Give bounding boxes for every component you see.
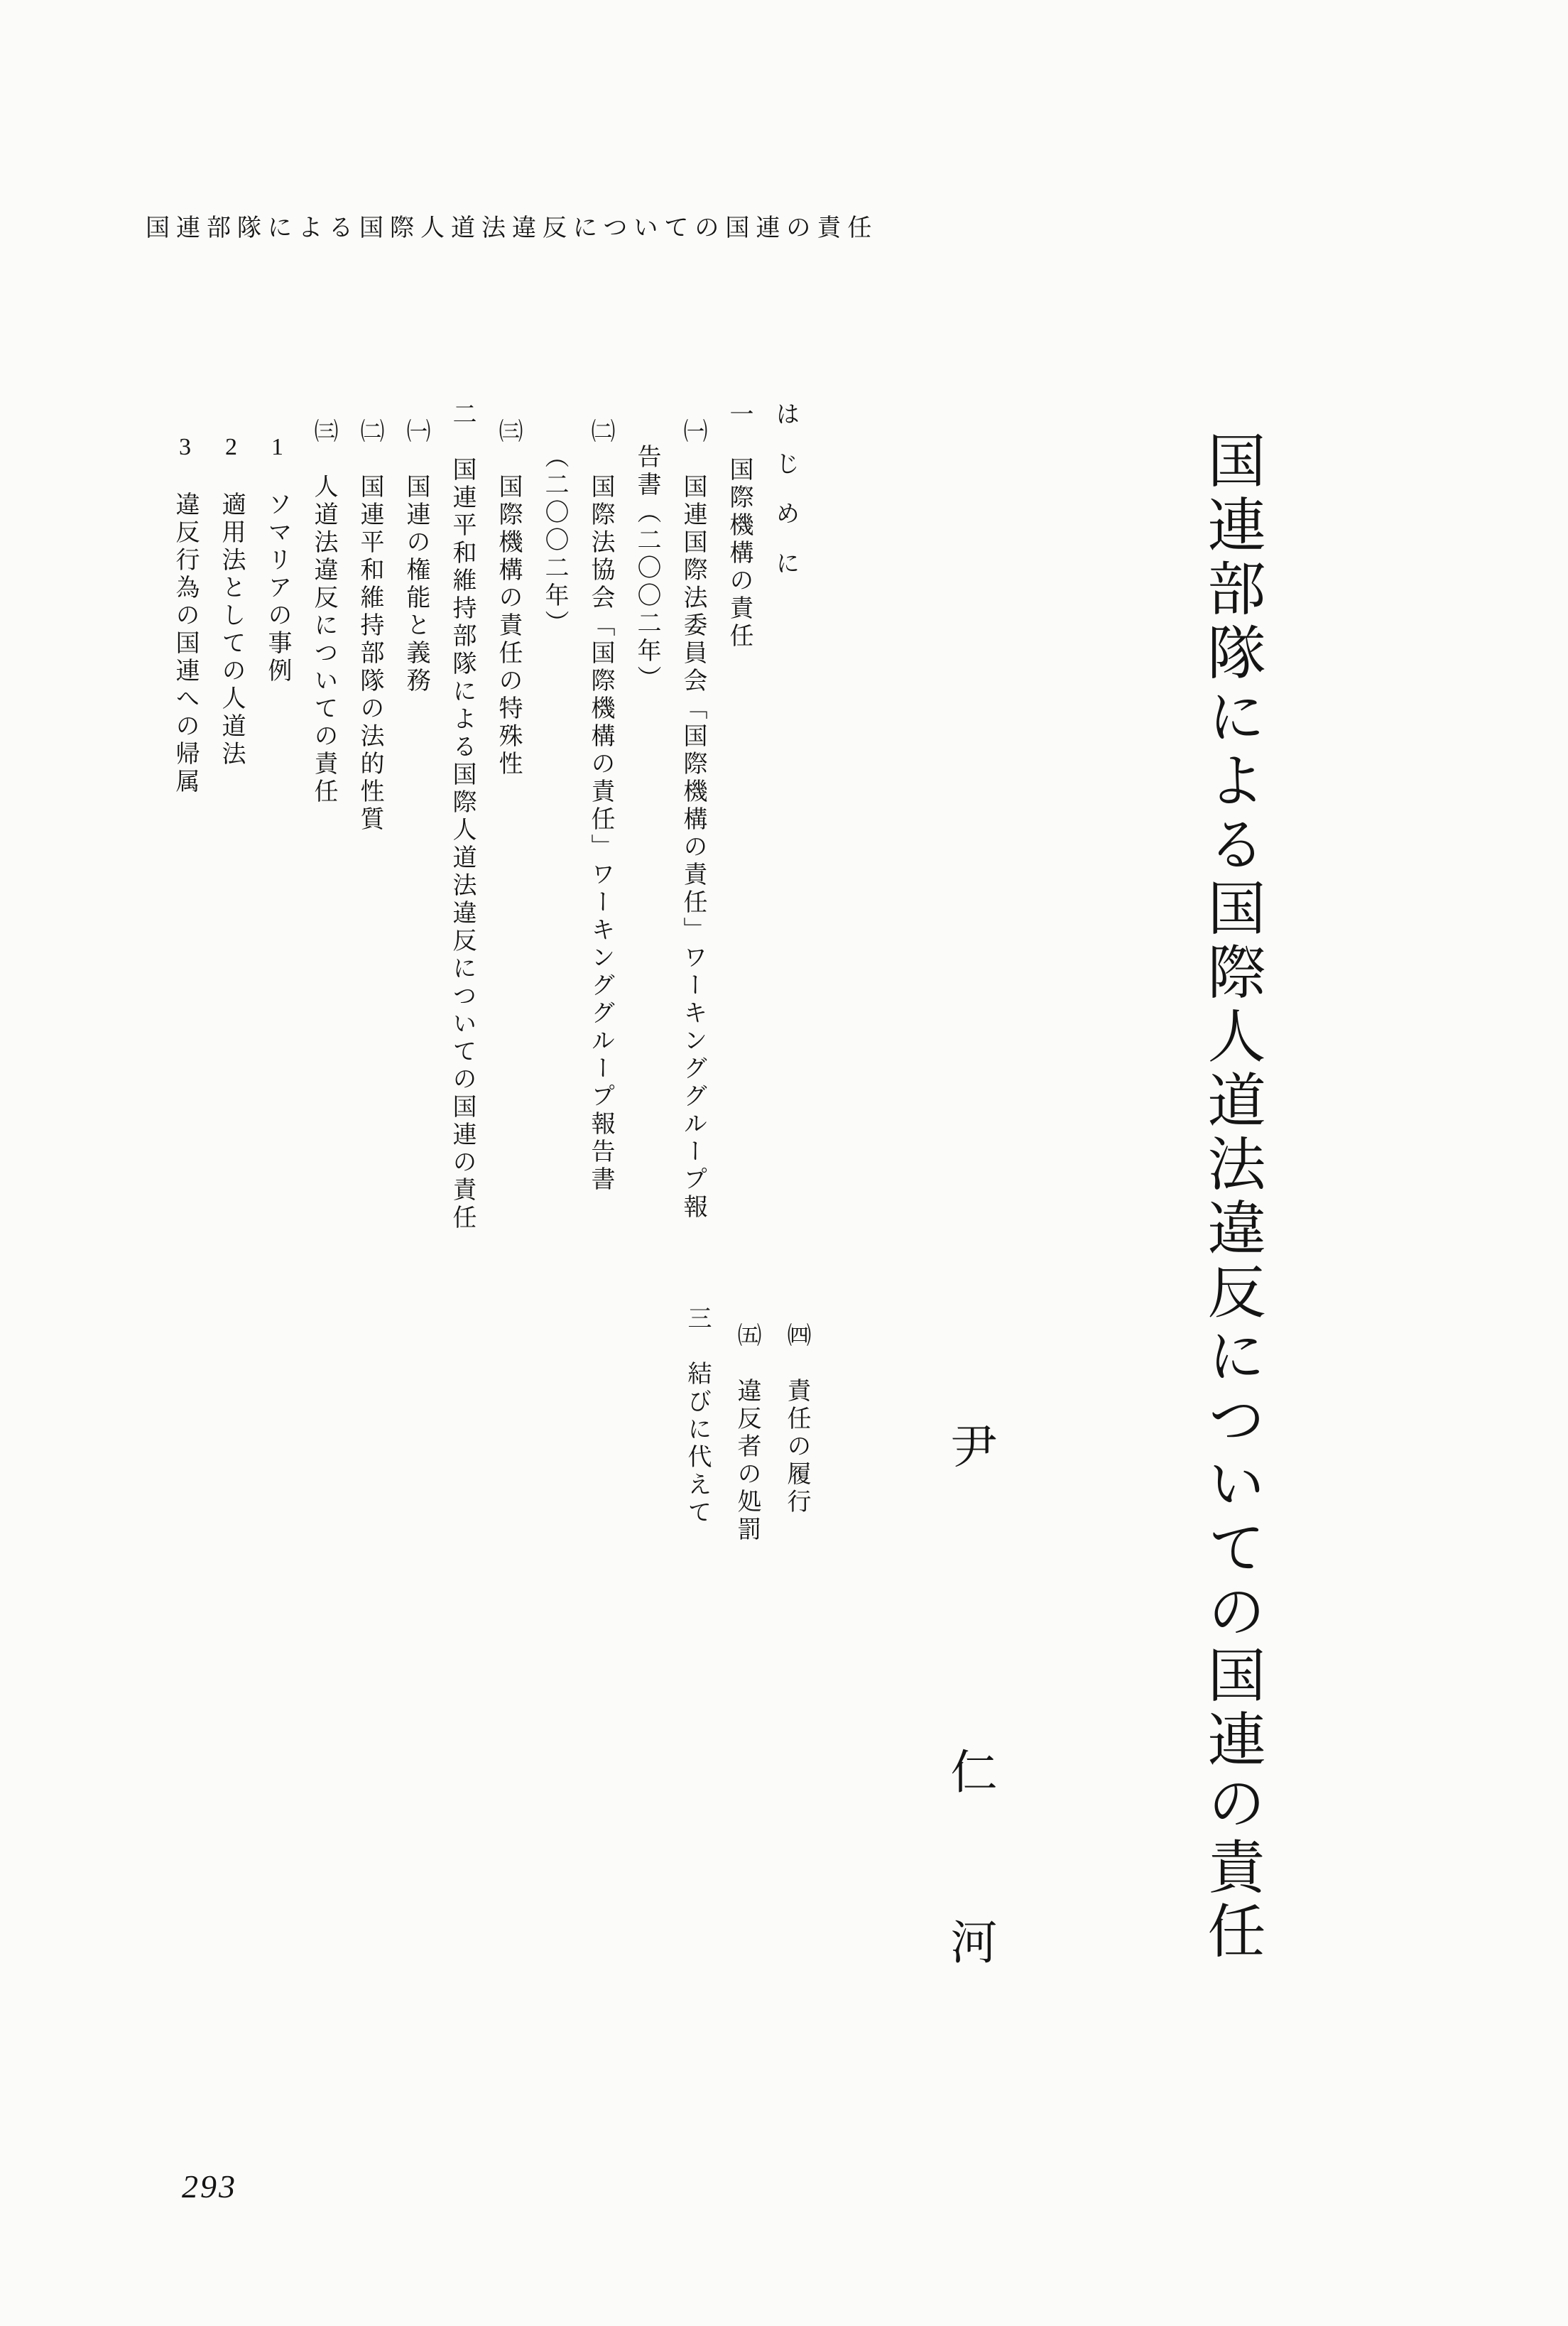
toc-item: 2 適用法としての人道法 xyxy=(218,434,244,768)
toc-item: 二 国連平和維持部隊による国際人道法違反についての国連の責任 xyxy=(449,401,475,1232)
page-number: 293 xyxy=(182,2168,237,2205)
author-char: 尹 xyxy=(943,1422,995,1469)
author-char: 河 xyxy=(943,1918,995,1964)
toc-item: 告書（二〇〇二年） xyxy=(633,444,660,693)
toc-band-1 xyxy=(156,400,802,1323)
toc-item: ㈠ 国連国際法委員会「国際機構の責任」ワーキンググループ報 xyxy=(680,418,706,1222)
toc-item: 3 違反行為の国連への帰属 xyxy=(172,434,198,796)
toc-item: ㈡ 国連平和維持部隊の法的性質 xyxy=(356,418,383,834)
toc-item: ㈣ 責任の履行 xyxy=(783,1322,810,1516)
toc-item: ㈢ 人道法違反についての責任 xyxy=(310,418,337,806)
toc-item: はじめに xyxy=(772,401,798,600)
author-char: 仁 xyxy=(943,1747,995,1794)
toc-item: ㈠ 国連の権能と義務 xyxy=(403,418,429,695)
toc-item: ㈢ 国際機構の責任の特殊性 xyxy=(495,418,521,778)
running-header: 国連部隊による国際人道法違反についての国連の責任 xyxy=(146,215,878,241)
toc-item: ㈡ 国際法協会「国際機構の責任」ワーキンググループ報告書 xyxy=(587,418,614,1194)
toc-item: 一 国際機構の責任 xyxy=(726,401,752,651)
toc-item: （二〇〇二年） xyxy=(541,444,567,638)
toc-item: ㈤ 違反者の処罰 xyxy=(734,1322,760,1544)
toc-item: 三 結びに代えて xyxy=(684,1305,710,1527)
author-name xyxy=(935,1422,1003,2011)
article-title: 国連部隊による国際人道法違反についての国連の責任 xyxy=(1199,430,1264,1964)
toc-band-2 xyxy=(665,1304,814,1702)
toc-item: 1 ソマリアの事例 xyxy=(264,434,290,685)
